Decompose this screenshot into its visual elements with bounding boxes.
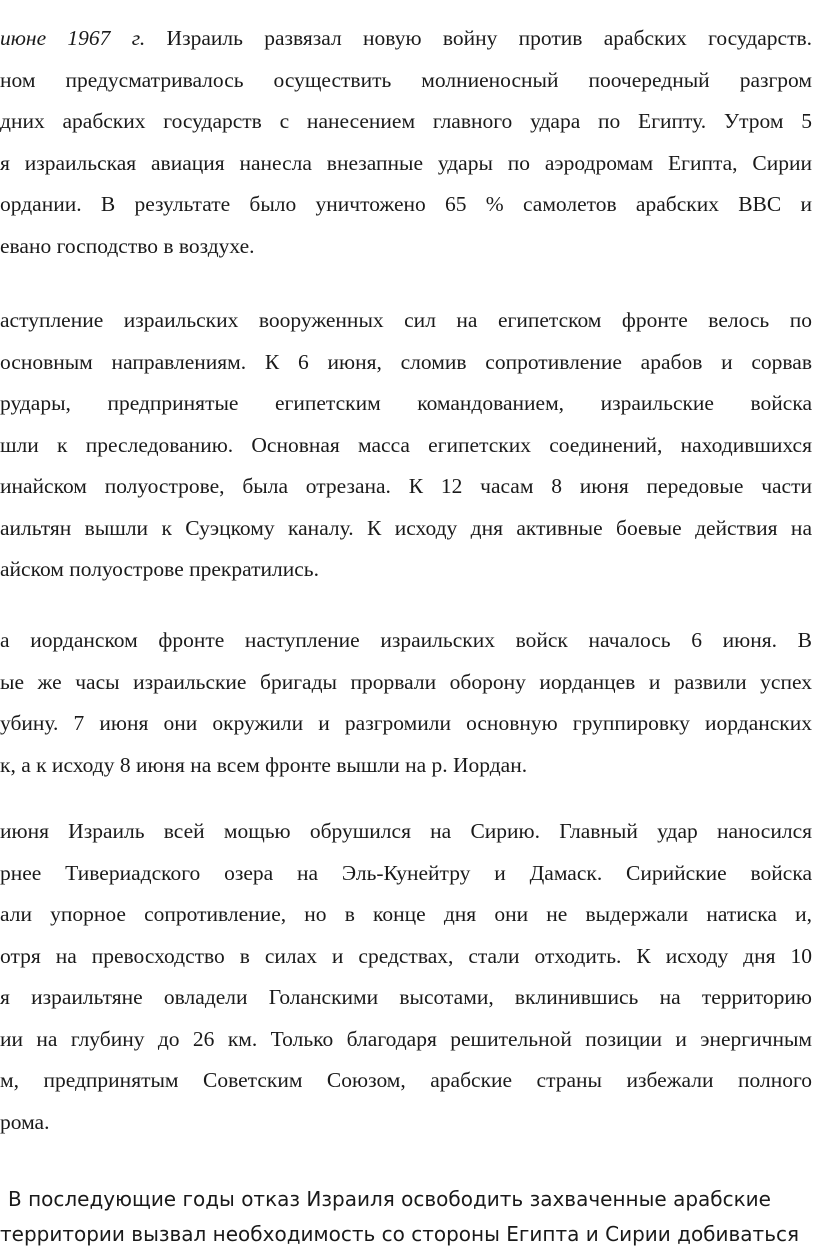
paragraph-2-line-3: рудары, предпринятые египетским командованием, израильские войска	[0, 391, 812, 415]
paragraph-4-line-6: ии на глубину до 26 км. Только благодаря решительной позиции и энергичным	[0, 1026, 812, 1051]
paragraph-4	[0, 811, 812, 1143]
paragraph-1-line-6: евано господство в воздухе.	[0, 233, 255, 258]
paragraph-4-line-1: июня Израиль всей мощью обрушился на Сирию. Главный удар наносился	[0, 819, 812, 843]
paragraph-3-line-4: к, а к исходу 8 июня на всем фронте вышли на р. Иордан.	[0, 752, 528, 777]
paragraph-5-line-1: В последующие годы отказ Израиля освободить захваченные арабские	[8, 1187, 771, 1211]
paragraph-2-line-4: шли к преследованию. Основная масса египетских соединений, находившихся	[0, 432, 812, 457]
paragraph-5-line-2: территории вызвал необходимость со стороны Египта и Сирии добиваться	[0, 1222, 800, 1246]
paragraph-2-line-5: инайском полуострове, была отрезана. К 12 часам 8 июня передовые части	[0, 474, 812, 498]
paragraph-2-line-1: аступление израильских вооруженных сил на египетском фронте велось по	[0, 308, 812, 332]
paragraph-2-line-2: основным направлениям. К 6 июня, сломив сопротивление арабов и сорвав	[0, 349, 812, 374]
paragraph-4-line-4: отря на превосходство в силах и средствах, стали отходить. К исходу дня 10	[0, 943, 812, 968]
paragraph-3	[0, 620, 812, 786]
paragraph-3-line-1: а иорданском фронте наступление израильских войск началось 6 июня. В	[0, 628, 812, 652]
paragraph-3-line-3: убину. 7 июня они окружили и разгромили основную группировку иорданских	[0, 711, 812, 735]
paragraph-2-line-7: айском полуострове прекратились.	[0, 557, 319, 581]
paragraph-4-line-3: али упорное сопротивление, но в конце дня они не выдержали натиска и,	[0, 902, 812, 926]
paragraph-3-line-2: ые же часы израильские бригады прорвали оборону иорданцев и развили успех	[0, 669, 812, 694]
date-prefix: июне 1967 г.	[0, 26, 146, 50]
paragraph-1-line-4: я израильская авиация нанесла внезапные удары по аэродромам Египта, Сирии	[0, 150, 812, 175]
paragraph-5	[0, 1182, 800, 1252]
paragraph-1	[0, 18, 812, 267]
paragraph-4-line-7: м, предпринятым Советским Союзом, арабские страны избежали полного	[0, 1068, 812, 1092]
paragraph-2	[0, 300, 812, 591]
paragraph-4-line-5: я израильтяне овладели Голанскими высотами, вклинившись на территорию	[0, 985, 812, 1009]
paragraph-4-line-2: рнее Тивериадского озера на Эль-Кунейтру и Дамаск. Сирийские войска	[0, 860, 812, 885]
paragraph-2-line-6: аильтян вышли к Суэцкому каналу. К исходу дня активные боевые действия на	[0, 515, 812, 540]
paragraph-1-line-2: ном предусматривалось осуществить молниеносный поочередный разгром	[0, 67, 812, 92]
paragraph-4-line-8: рома.	[0, 1109, 50, 1134]
paragraph-1-line-5: ордании. В результате было уничтожено 65 % самолетов арабских ВВС и	[0, 192, 812, 216]
paragraph-1-line-1: июне 1967 г. Израиль развязал новую войну против арабских государств.	[0, 26, 812, 50]
paragraph-1-line-3: дних арабских государств с нанесением главного удара по Египту. Утром 5	[0, 109, 812, 133]
